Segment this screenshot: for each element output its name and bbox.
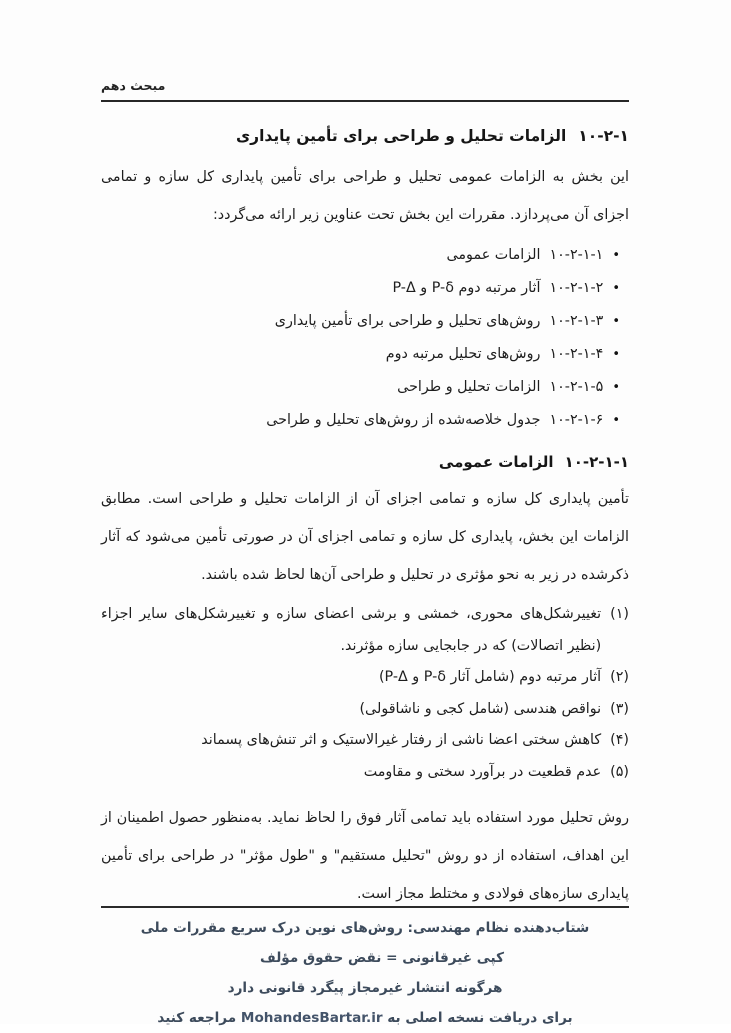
effects-item <box>101 725 629 757</box>
effects-item-text: نواقص هندسی (شامل کجی و ناشاقولی) <box>359 700 602 717</box>
bullet-icon: • <box>612 413 620 428</box>
header-divider <box>101 100 629 102</box>
footer-copyright-left: هرگونه انتشار غیرمجاز پیگرد قانونی دارد <box>227 980 503 996</box>
toc-item <box>101 404 620 437</box>
subsection-title-text: الزامات عمومی <box>438 453 554 471</box>
toc-item-number: ۱۰-۲-۱-۶ <box>549 412 604 428</box>
section-heading <box>101 127 629 145</box>
page-footer <box>101 906 629 1033</box>
effects-item-text: تغییرشکل‌های محوری، خمشی و برشی اعضای سازه و تغییرشکل‌های سایر اجزاء (نظیر اتصالات) که در جابجایی سازه مؤثرند. <box>101 606 602 654</box>
footer-source-suffix: مراجعه کنید <box>157 1010 237 1026</box>
footer-slogan-line: شتاب‌دهنده نظام مهندسی: روش‌های نوین درک سریع مقررات ملی <box>140 920 590 936</box>
toc-item <box>101 272 620 305</box>
toc-item <box>101 239 620 272</box>
footer-source-line <box>101 1003 629 1033</box>
section-number: ۱۰-۲-۱ <box>578 127 629 145</box>
footer-site-name: MohandesBartar.ir <box>240 1010 383 1026</box>
toc-item <box>101 305 620 338</box>
page-content <box>101 0 629 913</box>
effects-item-marker: (۱) <box>610 606 629 622</box>
bullet-icon: • <box>612 347 620 362</box>
effects-item-text: عدم قطعیت در برآورد سختی و مقاومت <box>363 763 602 780</box>
closing-paragraph: روش تحلیل مورد استفاده باید تمامی آثار فوق را لحاظ نماید. به‌منظور حصول اطمینان از این اهداف، استفاده از دو روش "تحلیل مستقیم" و "طول مؤثر" در طراحی برای تأمین پایداری سازه‌های فولادی و مختلط مجاز است. <box>101 810 629 902</box>
toc-item-number: ۱۰-۲-۱-۲ <box>549 280 604 296</box>
effects-list <box>101 599 629 788</box>
subsection-number: ۱۰-۲-۱-۱ <box>564 453 629 471</box>
effects-item <box>101 599 629 662</box>
effects-item-text: آثار مرتبه دوم (شامل آثار P-δ و P-Δ) <box>378 669 602 685</box>
toc-item-label: الزامات عمومی <box>446 247 541 263</box>
running-header-chapter: مبحث دهم <box>101 78 166 93</box>
effects-item-marker: (۲) <box>610 669 629 685</box>
toc-item <box>101 371 620 404</box>
footer-copyright-line <box>101 943 629 1003</box>
effects-item <box>101 694 629 726</box>
bullet-icon: • <box>612 281 620 296</box>
effects-item-text: کاهش سختی اعضا ناشی از رفتار غیرالاستیک و اثر تنش‌های پسماند <box>201 732 602 748</box>
footer-divider <box>101 906 629 908</box>
toc-item-label: روش‌های تحلیل و طراحی برای تأمین پایداری <box>274 313 541 329</box>
effects-item-marker: (۵) <box>610 763 629 780</box>
bullet-icon: • <box>612 248 620 263</box>
bullet-icon: • <box>612 314 620 329</box>
effects-item <box>101 757 629 789</box>
effects-item-marker: (۳) <box>610 700 629 717</box>
intro-paragraph: این بخش به الزامات عمومی تحلیل و طراحی برای تأمین پایداری کل سازه و تمامی اجزای آن می‌پردازد. مقررات این بخش تحت عناوین زیر ارائه می‌گردد: <box>101 169 629 223</box>
toc-list <box>101 239 629 437</box>
toc-item-label: جدول خلاصه‌شده از روش‌های تحلیل و طراحی <box>266 412 541 428</box>
toc-item-label: الزامات تحلیل و طراحی <box>397 379 541 395</box>
toc-item <box>101 338 620 371</box>
effects-item-marker: (۴) <box>610 732 629 748</box>
effects-item <box>101 662 629 694</box>
toc-item-number: ۱۰-۲-۱-۱ <box>549 247 604 263</box>
section-title-text: الزامات تحلیل و طراحی برای تأمین پایداری <box>235 127 567 145</box>
bullet-icon: • <box>612 380 620 395</box>
footer-copyright-right: کپی غیرقانونی = نقض حقوق مؤلف <box>260 950 504 966</box>
footer-source-prefix: برای دریافت نسخه اصلی به <box>387 1010 573 1026</box>
toc-item-label: روش‌های تحلیل مرتبه دوم <box>385 346 541 362</box>
toc-item-number: ۱۰-۲-۱-۳ <box>549 313 604 329</box>
toc-item-number: ۱۰-۲-۱-۵ <box>549 379 604 395</box>
general-requirements-paragraph: تأمین پایداری کل سازه و تمامی اجزای آن از الزامات تحلیل و طراحی است. مطابق الزامات این بخش، پایداری کل سازه و تمامی اجزای آن در صورتی تأمین می‌شود که آثار ذکرشده در زیر به نحو مؤثری در تحلیل و طراحی آن‌ها لحاظ شده باشند. <box>101 491 629 583</box>
toc-item-label: آثار مرتبه دوم P-δ و P-Δ <box>392 280 541 296</box>
subsection-heading <box>101 453 629 471</box>
toc-item-number: ۱۰-۲-۱-۴ <box>549 346 604 362</box>
